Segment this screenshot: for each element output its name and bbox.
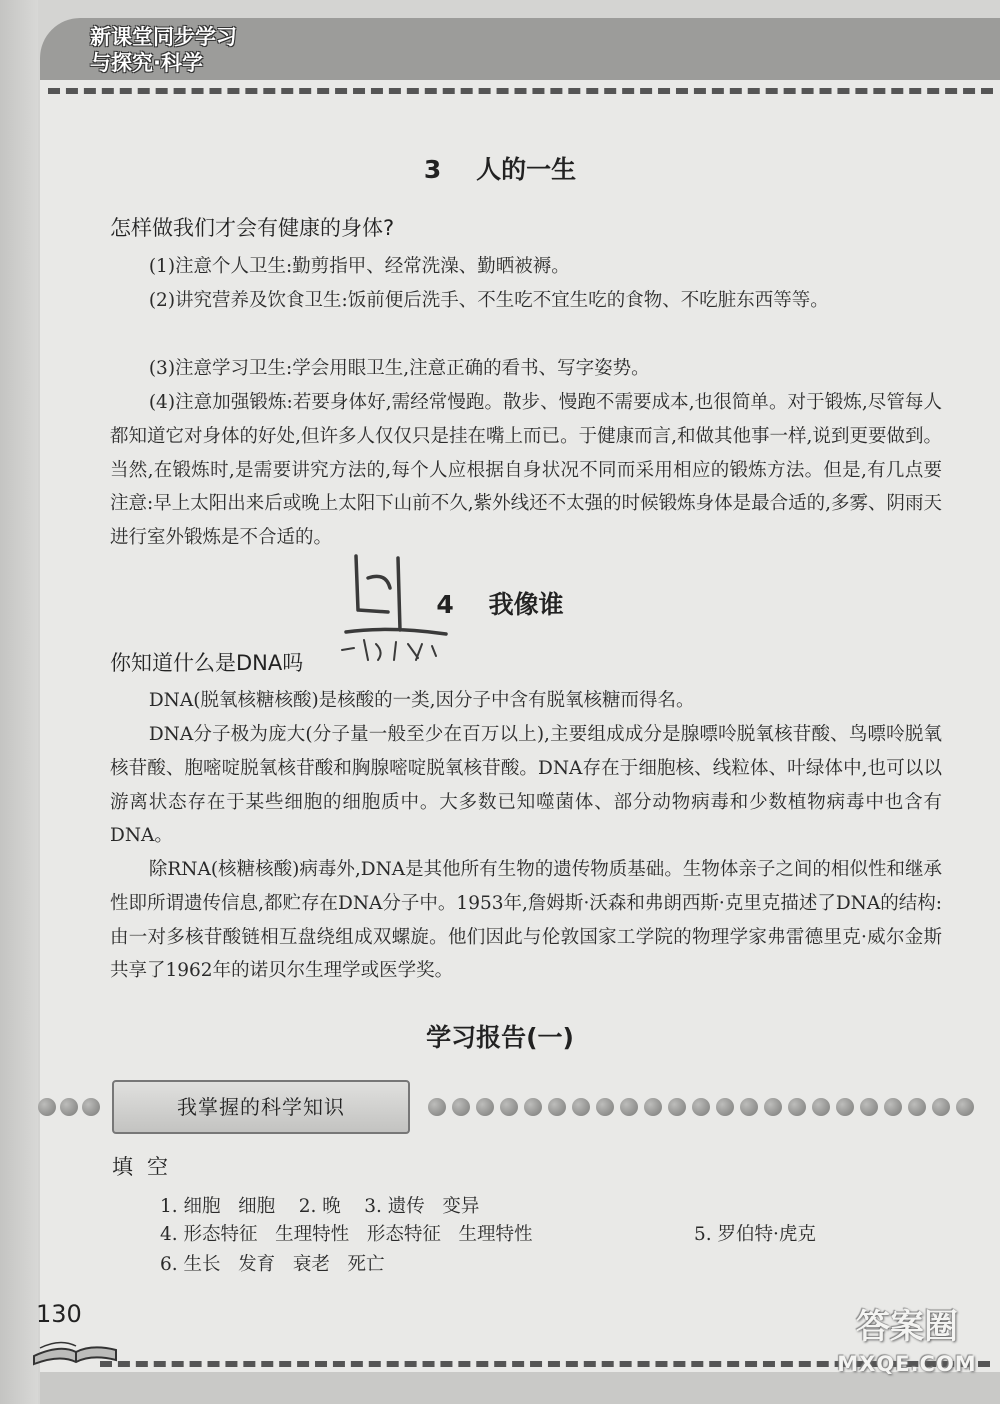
decor-dot (932, 1098, 950, 1116)
decor-dot (812, 1098, 830, 1116)
answer-line-2: 4. 形态特征 生理特性 形态特征 生理特性 (160, 1224, 533, 1245)
fill-in-heading: 填空 (112, 1155, 182, 1179)
answer-line-2b: 5. 罗伯特·虎克 (694, 1224, 816, 1245)
section-4-paragraph-1: DNA(脱氧核糖核酸)是核酸的一类,因分子中含有脱氧核糖而得名。 (148, 690, 695, 711)
answer-line-1: 1. 细胞 细胞 2. 晚 3. 遗传 变异 (160, 1196, 480, 1217)
section-3-paragraph-3: (3)注意学习卫生:学会用眼卫生,注意正确的看书、写字姿势。 (148, 358, 650, 379)
decor-dot (692, 1098, 710, 1116)
decor-dot (452, 1098, 470, 1116)
knowledge-label-box: 我掌握的科学知识 (112, 1080, 410, 1134)
decor-dot (500, 1098, 518, 1116)
section-3-paragraph-2: (2)讲究营养及饮食卫生:饭前便后洗手、不生吃不宜生吃的食物、不吃脏东西等等。 (148, 290, 829, 311)
decor-dot (60, 1098, 78, 1116)
section-3-paragraph-1: (1)注意个人卫生:勤剪指甲、经常洗澡、勤晒被褥。 (148, 256, 570, 277)
decor-dot (476, 1098, 494, 1116)
decor-dot (524, 1098, 542, 1116)
page-edge-shadow (0, 0, 38, 1404)
decor-dot (644, 1098, 662, 1116)
decor-dot (596, 1098, 614, 1116)
section-3-paragraph-4: (4)注意加强锻炼:若要身体好,需经常慢跑。散步、慢跑不需要成本,也很简单。对于锻炼,尽管每人都知道它对身体的好处,但许多人仅仅只是挂在嘴上而已。于健康而言,和做其他事一样,说到更要做到。当然,在锻炼时,是需要讲究方法的,每个人应根据自身状况不同而采用相应的锻炼方法。但是,有几点要注意:早上太阳出来后或晚上太阳下山前不久,紫外线还不太强的时候锻炼身体是最合适的,多雾、阴雨天进行室外锻炼是不合适的。 (110, 392, 942, 549)
section-4-paragraph-3: 除RNA(核糖核酸)病毒外,DNA是其他所有生物的遗传物质基础。生物体亲子之间的相似性和继承性即所谓遗传信息,都贮存在DNA分子中。1953年,詹姆斯·沃森和弗朗西斯·克里克描述了DNA的结构:由一对多核苷酸链相互盘绕组成双螺旋。他们因此与伦敦国家工学院的物理学家弗雷德里克·威尔金斯共享了1962年的诺贝尔生理学或医学奖。 (110, 859, 942, 982)
decor-dot (956, 1098, 974, 1116)
book-title-line2: 与探究·科学 (90, 51, 203, 75)
decor-dot (428, 1098, 446, 1116)
section-3-question: 怎样做我们才会有健康的身体? (110, 216, 395, 240)
decor-dot (38, 1098, 56, 1116)
page-number: 130 (36, 1300, 82, 1328)
decor-dot (548, 1098, 566, 1116)
decor-dot (620, 1098, 638, 1116)
decor-dot (836, 1098, 854, 1116)
section-3-title: 3 人的一生 (423, 155, 577, 184)
report-title: 学习报告(一) (426, 1023, 574, 1052)
watermark (822, 1304, 992, 1396)
decor-dot (884, 1098, 902, 1116)
decor-dot (572, 1098, 590, 1116)
decor-dot (82, 1098, 100, 1116)
decor-dot (788, 1098, 806, 1116)
book-icon (30, 1326, 120, 1366)
header-divider (48, 88, 993, 94)
watermark-logo-text: 答案圈 (856, 1307, 958, 1347)
decor-dot (668, 1098, 686, 1116)
section-4-title: 4 我像谁 (436, 590, 564, 619)
decor-dot (860, 1098, 878, 1116)
answer-line-3: 6. 生长 发育 衰老 死亡 (160, 1254, 385, 1275)
book-title-line1: 新课堂同步学习 (90, 25, 237, 49)
book-title (90, 24, 290, 76)
decor-dot (740, 1098, 758, 1116)
decor-dot (908, 1098, 926, 1116)
section-4-question: 你知道什么是DNA吗 (110, 651, 304, 675)
decor-dot (716, 1098, 734, 1116)
decor-dot (764, 1098, 782, 1116)
section-4-paragraph-2: DNA分子极为庞大(分子量一般至少在百万以上),主要组成成分是腺嘌呤脱氧核苷酸、鸟嘌呤脱氧核苷酸、胞嘧啶脱氧核苷酸和胸腺嘧啶脱氧核苷酸。DNA存在于细胞核、线粒体、叶绿体中,也可以以游离状态存在于某些细胞的细胞质中。大多数已知噬菌体、部分动物病毒和少数植物病毒中也含有DNA。 (110, 724, 942, 847)
watermark-url: MXQE.COM (837, 1352, 977, 1376)
